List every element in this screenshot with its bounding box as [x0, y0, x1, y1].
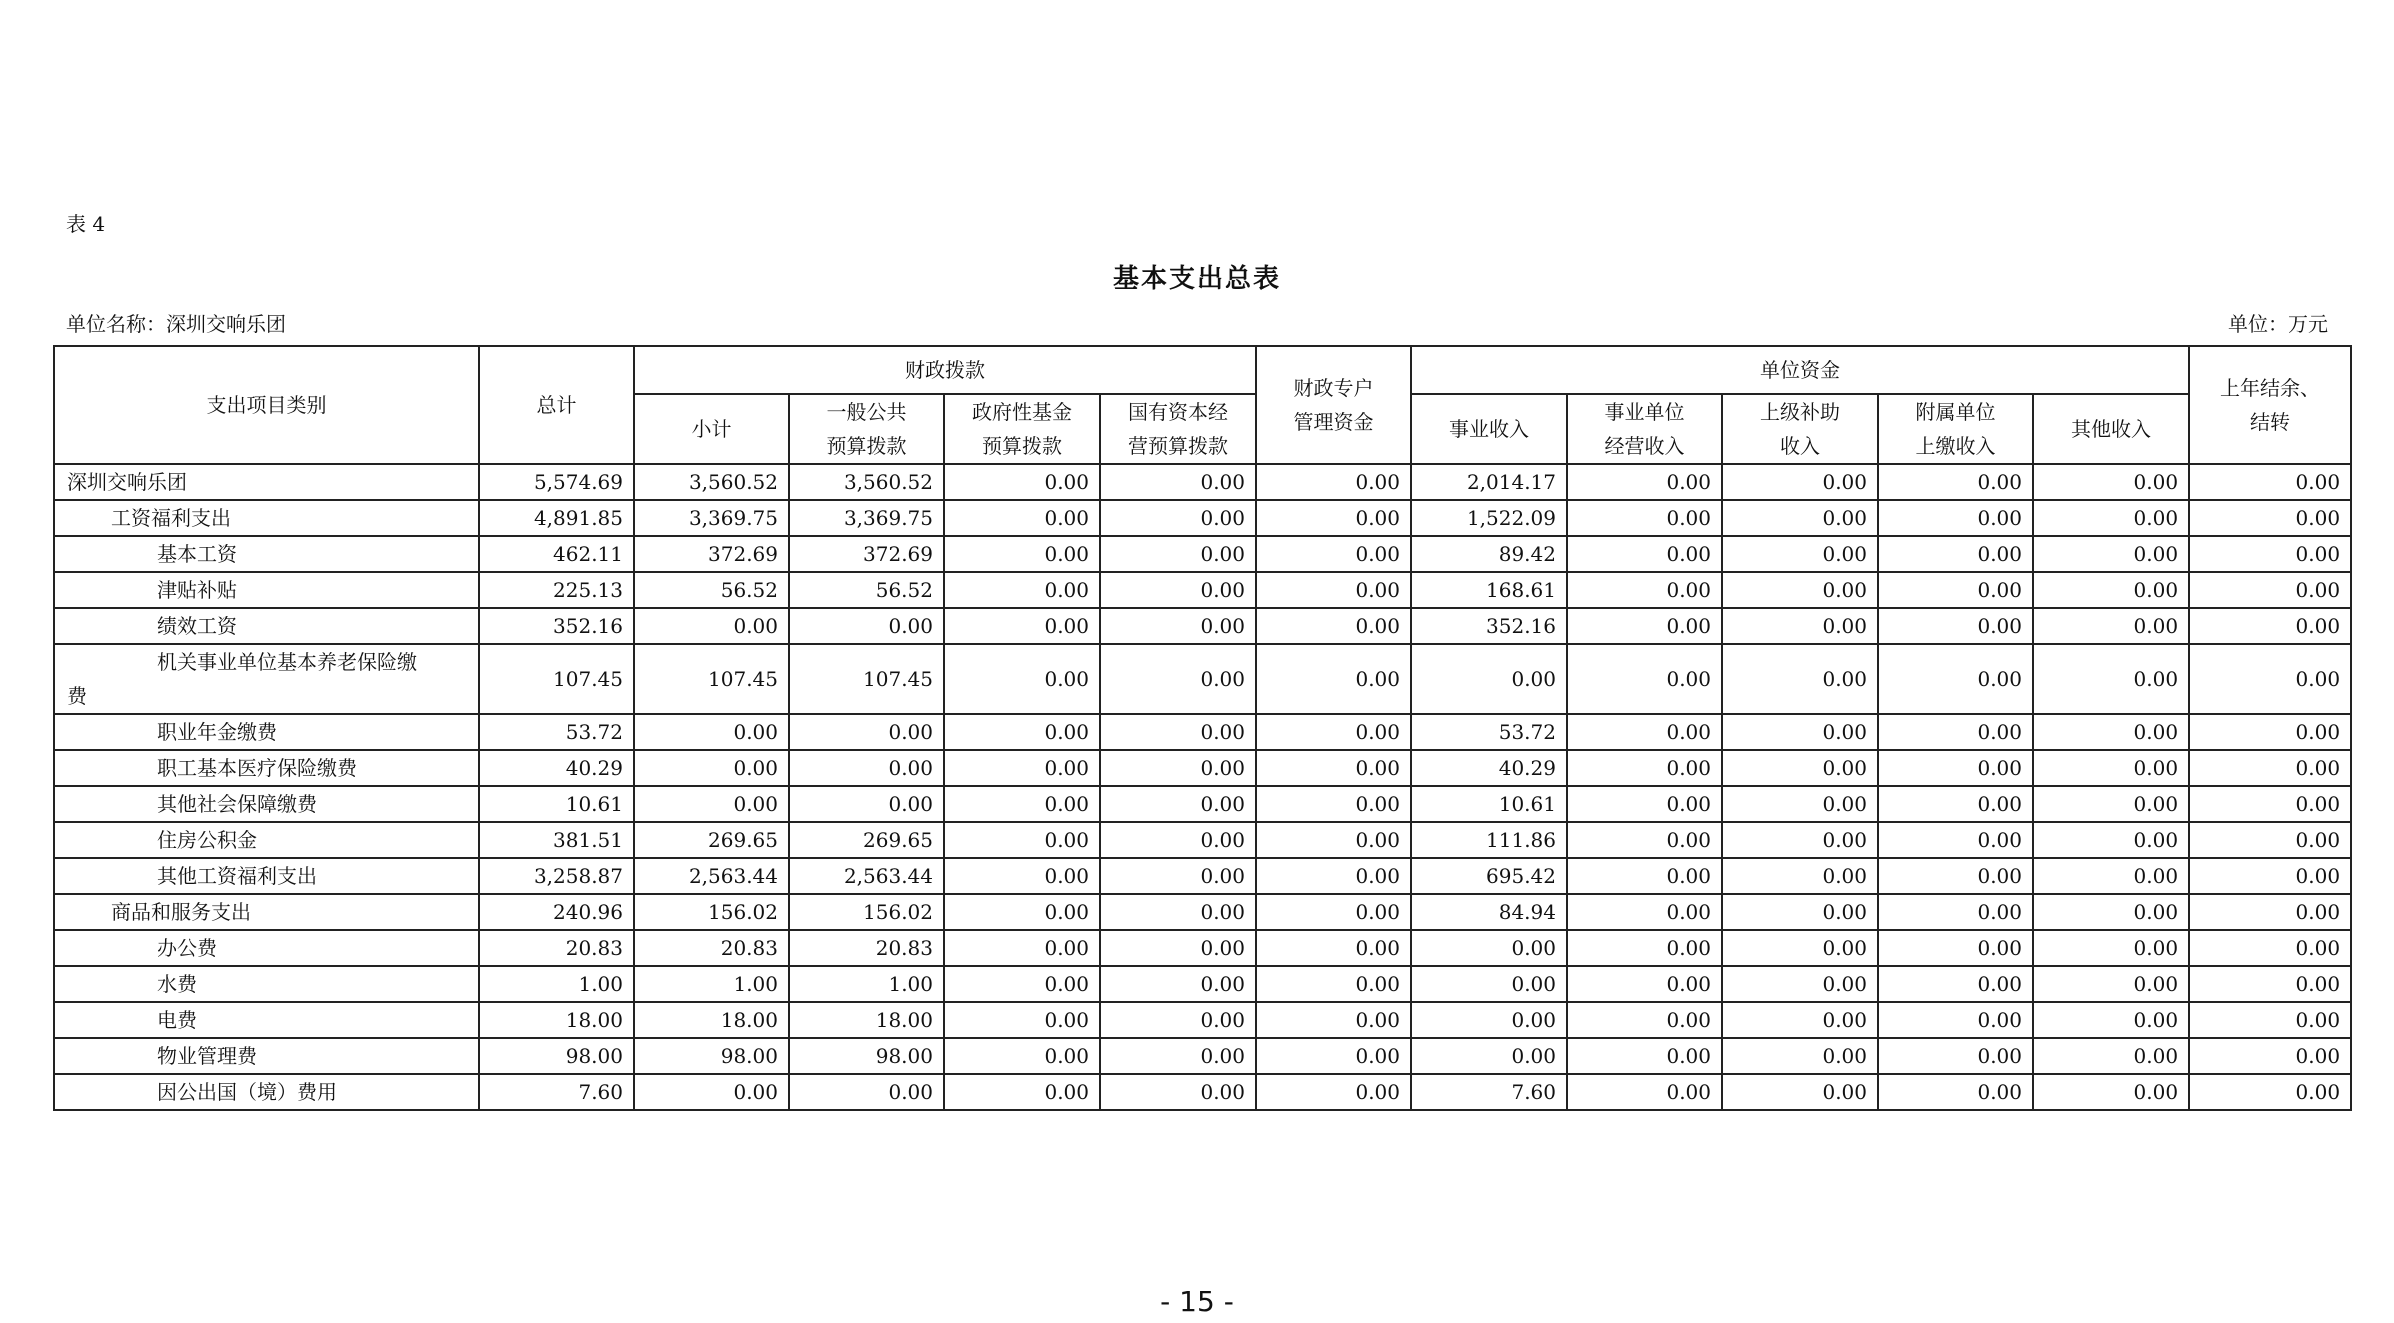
- cell-value: 240.96: [479, 894, 634, 930]
- cell-value: 18.00: [789, 1002, 944, 1038]
- cell-value: 0.00: [2033, 858, 2189, 894]
- row-name: 机关事业单位基本养老保险缴 费: [54, 644, 479, 714]
- cell-value: 98.00: [479, 1038, 634, 1074]
- cell-value: 352.16: [1411, 608, 1567, 644]
- cell-value: 20.83: [789, 930, 944, 966]
- cell-value: 0.00: [2189, 858, 2351, 894]
- cell-value: 53.72: [1411, 714, 1567, 750]
- cell-value: 20.83: [634, 930, 789, 966]
- cell-value: 0.00: [2033, 822, 2189, 858]
- cell-value: 372.69: [789, 536, 944, 572]
- cell-value: 0.00: [789, 786, 944, 822]
- cell-value: 0.00: [2189, 500, 2351, 536]
- cell-value: 0.00: [1256, 1038, 1411, 1074]
- cell-value: 3,258.87: [479, 858, 634, 894]
- cell-value: 4,891.85: [479, 500, 634, 536]
- cell-value: 0.00: [1100, 644, 1256, 714]
- cell-value: 269.65: [634, 822, 789, 858]
- cell-value: 0.00: [1567, 1002, 1722, 1038]
- cell-value: 0.00: [944, 930, 1100, 966]
- cell-value: 0.00: [1878, 822, 2033, 858]
- table-row: [54, 786, 2351, 822]
- cell-value: 1,522.09: [1411, 500, 1567, 536]
- cell-value: 0.00: [2189, 930, 2351, 966]
- header-fiscal: 财政拨款: [634, 346, 1256, 394]
- cell-value: 0.00: [944, 536, 1100, 572]
- cell-value: 352.16: [479, 608, 634, 644]
- cell-value: 0.00: [944, 464, 1100, 500]
- cell-value: 0.00: [2189, 464, 2351, 500]
- cell-value: 0.00: [1878, 464, 2033, 500]
- cell-value: 0.00: [1256, 1002, 1411, 1038]
- table-row: [54, 1074, 2351, 1110]
- page-number: - 15 -: [1160, 1285, 1234, 1318]
- cell-value: 0.00: [1256, 966, 1411, 1002]
- cell-value: 0.00: [2033, 608, 2189, 644]
- table-row: [54, 930, 2351, 966]
- cell-value: 0.00: [1100, 822, 1256, 858]
- cell-value: 84.94: [1411, 894, 1567, 930]
- cell-value: 0.00: [1256, 786, 1411, 822]
- cell-value: 0.00: [1567, 644, 1722, 714]
- cell-value: 0.00: [1100, 572, 1256, 608]
- cell-value: 0.00: [1567, 930, 1722, 966]
- cell-value: 0.00: [1567, 822, 1722, 858]
- cell-value: 0.00: [1256, 714, 1411, 750]
- row-name: 津贴补贴: [54, 572, 479, 608]
- header-carryover: 上年结余、 结转: [2189, 346, 2351, 464]
- cell-value: 98.00: [634, 1038, 789, 1074]
- cell-value: 0.00: [1256, 608, 1411, 644]
- cell-value: 0.00: [1878, 572, 2033, 608]
- cell-value: 0.00: [1878, 500, 2033, 536]
- cell-value: 0.00: [944, 1074, 1100, 1110]
- cell-value: 107.45: [479, 644, 634, 714]
- cell-value: 0.00: [1878, 966, 2033, 1002]
- cell-value: 56.52: [789, 572, 944, 608]
- cell-value: 0.00: [789, 714, 944, 750]
- cell-value: 40.29: [1411, 750, 1567, 786]
- cell-value: 0.00: [1878, 644, 2033, 714]
- cell-value: 7.60: [479, 1074, 634, 1110]
- page-title: 基本支出总表: [1112, 264, 1281, 294]
- cell-value: 98.00: [789, 1038, 944, 1074]
- cell-value: 0.00: [1256, 750, 1411, 786]
- cell-value: 0.00: [1411, 644, 1567, 714]
- cell-value: 269.65: [789, 822, 944, 858]
- cell-value: 10.61: [479, 786, 634, 822]
- header-affiliated-unit: 附属单位 上缴收入: [1878, 394, 2033, 464]
- header-general-budget: 一般公共 预算拨款: [789, 394, 944, 464]
- cell-value: 156.02: [789, 894, 944, 930]
- cell-value: 0.00: [1722, 644, 1878, 714]
- cell-value: 0.00: [1878, 930, 2033, 966]
- cell-value: 53.72: [479, 714, 634, 750]
- cell-value: 0.00: [1100, 536, 1256, 572]
- cell-value: 0.00: [1100, 966, 1256, 1002]
- cell-value: 0.00: [1878, 750, 2033, 786]
- row-name: 深圳交响乐团: [54, 464, 479, 500]
- cell-value: 0.00: [1567, 750, 1722, 786]
- cell-value: 0.00: [2189, 1074, 2351, 1110]
- cell-value: 0.00: [789, 1074, 944, 1110]
- cell-value: 0.00: [1722, 572, 1878, 608]
- cell-value: 0.00: [2033, 750, 2189, 786]
- cell-value: 0.00: [1722, 966, 1878, 1002]
- row-name: 水费: [54, 966, 479, 1002]
- cell-value: 0.00: [2189, 750, 2351, 786]
- cell-value: 0.00: [1256, 644, 1411, 714]
- cell-value: 0.00: [1256, 822, 1411, 858]
- cell-value: 0.00: [1567, 1074, 1722, 1110]
- cell-value: 0.00: [944, 714, 1100, 750]
- cell-value: 0.00: [2033, 644, 2189, 714]
- expenditure-table: [53, 345, 2352, 1111]
- row-name: 因公出国（境）费用: [54, 1074, 479, 1110]
- cell-value: 0.00: [2189, 714, 2351, 750]
- cell-value: 0.00: [2033, 1038, 2189, 1074]
- header-gov-fund: 政府性基金 预算拨款: [944, 394, 1100, 464]
- header-state-capital: 国有资本经 营预算拨款: [1100, 394, 1256, 464]
- cell-value: 0.00: [1567, 536, 1722, 572]
- cell-value: 381.51: [479, 822, 634, 858]
- cell-value: 0.00: [1722, 930, 1878, 966]
- cell-value: 107.45: [634, 644, 789, 714]
- cell-value: 0.00: [2189, 572, 2351, 608]
- cell-value: 0.00: [1100, 786, 1256, 822]
- cell-value: 0.00: [2189, 1002, 2351, 1038]
- table-row: [54, 608, 2351, 644]
- cell-value: 0.00: [2033, 1074, 2189, 1110]
- cell-value: 89.42: [1411, 536, 1567, 572]
- cell-value: 0.00: [1100, 500, 1256, 536]
- cell-value: 0.00: [944, 894, 1100, 930]
- cell-value: 0.00: [1722, 1038, 1878, 1074]
- row-name: 职工基本医疗保险缴费: [54, 750, 479, 786]
- cell-value: 0.00: [634, 608, 789, 644]
- cell-value: 0.00: [1411, 966, 1567, 1002]
- cell-value: 0.00: [1567, 572, 1722, 608]
- cell-value: 0.00: [1567, 966, 1722, 1002]
- row-name: 职业年金缴费: [54, 714, 479, 750]
- organization-name: 单位名称：深圳交响乐团: [66, 312, 286, 336]
- table-row: [54, 822, 2351, 858]
- cell-value: 0.00: [1878, 786, 2033, 822]
- cell-value: 0.00: [2033, 1002, 2189, 1038]
- cell-value: 0.00: [1722, 536, 1878, 572]
- cell-value: 0.00: [944, 1002, 1100, 1038]
- table-row: [54, 644, 2351, 714]
- cell-value: 1.00: [789, 966, 944, 1002]
- cell-value: 56.52: [634, 572, 789, 608]
- cell-value: 0.00: [2189, 894, 2351, 930]
- cell-value: 0.00: [944, 500, 1100, 536]
- row-name: 住房公积金: [54, 822, 479, 858]
- cell-value: 0.00: [634, 1074, 789, 1110]
- header-total: 总计: [479, 346, 634, 464]
- row-name: 绩效工资: [54, 608, 479, 644]
- cell-value: 0.00: [2033, 464, 2189, 500]
- cell-value: 0.00: [634, 786, 789, 822]
- cell-value: 0.00: [1567, 786, 1722, 822]
- cell-value: 0.00: [1256, 464, 1411, 500]
- cell-value: 3,369.75: [789, 500, 944, 536]
- row-name: 办公费: [54, 930, 479, 966]
- cell-value: 1.00: [479, 966, 634, 1002]
- cell-value: 0.00: [1722, 858, 1878, 894]
- cell-value: 10.61: [1411, 786, 1567, 822]
- cell-value: 0.00: [634, 714, 789, 750]
- table-row: [54, 750, 2351, 786]
- cell-value: 0.00: [1878, 1074, 2033, 1110]
- cell-value: 0.00: [2189, 786, 2351, 822]
- cell-value: 0.00: [1100, 858, 1256, 894]
- cell-value: 40.29: [479, 750, 634, 786]
- cell-value: 0.00: [1722, 464, 1878, 500]
- cell-value: 3,369.75: [634, 500, 789, 536]
- cell-value: 0.00: [1411, 1002, 1567, 1038]
- cell-value: 0.00: [1722, 894, 1878, 930]
- cell-value: 0.00: [1100, 1002, 1256, 1038]
- cell-value: 0.00: [1100, 714, 1256, 750]
- cell-value: 0.00: [1256, 858, 1411, 894]
- row-name: 其他社会保障缴费: [54, 786, 479, 822]
- cell-value: 0.00: [2189, 822, 2351, 858]
- cell-value: 0.00: [944, 858, 1100, 894]
- cell-value: 0.00: [1878, 714, 2033, 750]
- cell-value: 0.00: [944, 822, 1100, 858]
- cell-value: 0.00: [1100, 894, 1256, 930]
- cell-value: 462.11: [479, 536, 634, 572]
- cell-value: 156.02: [634, 894, 789, 930]
- cell-value: 0.00: [1256, 894, 1411, 930]
- cell-value: 0.00: [1411, 1038, 1567, 1074]
- header-fiscal-subtotal: 小计: [634, 394, 789, 464]
- cell-value: 0.00: [634, 750, 789, 786]
- cell-value: 0.00: [2189, 1038, 2351, 1074]
- cell-value: 0.00: [2033, 536, 2189, 572]
- currency-unit: 单位：万元: [2228, 312, 2328, 336]
- cell-value: 0.00: [944, 608, 1100, 644]
- cell-value: 0.00: [2189, 608, 2351, 644]
- cell-value: 0.00: [1567, 894, 1722, 930]
- row-name: 工资福利支出: [54, 500, 479, 536]
- cell-value: 0.00: [1256, 930, 1411, 966]
- header-category: 支出项目类别: [54, 346, 479, 464]
- cell-value: 1.00: [634, 966, 789, 1002]
- cell-value: 0.00: [1567, 858, 1722, 894]
- cell-value: 0.00: [2033, 572, 2189, 608]
- table-row: [54, 858, 2351, 894]
- cell-value: 0.00: [1256, 536, 1411, 572]
- cell-value: 18.00: [634, 1002, 789, 1038]
- cell-value: 3,560.52: [789, 464, 944, 500]
- cell-value: 0.00: [1100, 464, 1256, 500]
- cell-value: 0.00: [944, 1038, 1100, 1074]
- cell-value: 0.00: [2033, 894, 2189, 930]
- cell-value: 0.00: [1878, 608, 2033, 644]
- cell-value: 2,563.44: [789, 858, 944, 894]
- cell-value: 372.69: [634, 536, 789, 572]
- cell-value: 0.00: [1722, 1074, 1878, 1110]
- header-special-account: 财政专户 管理资金: [1256, 346, 1411, 464]
- cell-value: 0.00: [1567, 714, 1722, 750]
- header-unit-funds: 单位资金: [1411, 346, 2189, 394]
- cell-value: 0.00: [1722, 714, 1878, 750]
- cell-value: 225.13: [479, 572, 634, 608]
- cell-value: 0.00: [1722, 608, 1878, 644]
- header-business-income: 事业收入: [1411, 394, 1567, 464]
- cell-value: 0.00: [1256, 572, 1411, 608]
- cell-value: 0.00: [944, 750, 1100, 786]
- cell-value: 0.00: [2189, 966, 2351, 1002]
- cell-value: 0.00: [2033, 786, 2189, 822]
- table-row: [54, 536, 2351, 572]
- table-row: [54, 1002, 2351, 1038]
- cell-value: 0.00: [789, 750, 944, 786]
- cell-value: 0.00: [1878, 536, 2033, 572]
- cell-value: 0.00: [2189, 644, 2351, 714]
- cell-value: 0.00: [1878, 858, 2033, 894]
- cell-value: 0.00: [1567, 500, 1722, 536]
- cell-value: 0.00: [2033, 930, 2189, 966]
- cell-value: 18.00: [479, 1002, 634, 1038]
- row-name: 其他工资福利支出: [54, 858, 479, 894]
- row-name: 基本工资: [54, 536, 479, 572]
- cell-value: 0.00: [1100, 1038, 1256, 1074]
- cell-value: 0.00: [944, 572, 1100, 608]
- cell-value: 0.00: [1722, 786, 1878, 822]
- cell-value: 0.00: [1878, 1002, 2033, 1038]
- cell-value: 2,014.17: [1411, 464, 1567, 500]
- cell-value: 0.00: [1100, 750, 1256, 786]
- cell-value: 0.00: [1722, 500, 1878, 536]
- cell-value: 0.00: [944, 644, 1100, 714]
- cell-value: 0.00: [944, 966, 1100, 1002]
- cell-value: 0.00: [1567, 1038, 1722, 1074]
- cell-value: 2,563.44: [634, 858, 789, 894]
- table-row: [54, 966, 2351, 1002]
- cell-value: 0.00: [2033, 714, 2189, 750]
- table-row: [54, 1038, 2351, 1074]
- table-row: [54, 464, 2351, 500]
- row-name: 电费: [54, 1002, 479, 1038]
- table-row: [54, 714, 2351, 750]
- cell-value: 168.61: [1411, 572, 1567, 608]
- cell-value: 0.00: [1100, 1074, 1256, 1110]
- cell-value: 0.00: [944, 786, 1100, 822]
- header-business-unit: 事业单位 经营收入: [1567, 394, 1722, 464]
- cell-value: 3,560.52: [634, 464, 789, 500]
- row-name: 商品和服务支出: [54, 894, 479, 930]
- cell-value: 111.86: [1411, 822, 1567, 858]
- header-superior-subsidy: 上级补助 收入: [1722, 394, 1878, 464]
- cell-value: 0.00: [1878, 1038, 2033, 1074]
- cell-value: 695.42: [1411, 858, 1567, 894]
- cell-value: 0.00: [2033, 500, 2189, 536]
- table-row: [54, 572, 2351, 608]
- cell-value: 0.00: [1722, 822, 1878, 858]
- cell-value: 5,574.69: [479, 464, 634, 500]
- cell-value: 0.00: [1567, 464, 1722, 500]
- cell-value: 0.00: [1722, 1002, 1878, 1038]
- cell-value: 0.00: [1878, 894, 2033, 930]
- cell-value: 0.00: [1256, 1074, 1411, 1110]
- table-row: [54, 500, 2351, 536]
- cell-value: 7.60: [1411, 1074, 1567, 1110]
- cell-value: 0.00: [1722, 750, 1878, 786]
- cell-value: 0.00: [1100, 930, 1256, 966]
- cell-value: 0.00: [1411, 930, 1567, 966]
- cell-value: 0.00: [1100, 608, 1256, 644]
- table-number-label: 表 4: [66, 212, 106, 236]
- cell-value: 0.00: [1256, 500, 1411, 536]
- cell-value: 107.45: [789, 644, 944, 714]
- table-row: [54, 894, 2351, 930]
- cell-value: 0.00: [2189, 536, 2351, 572]
- cell-value: 0.00: [1567, 608, 1722, 644]
- row-name: 物业管理费: [54, 1038, 479, 1074]
- header-other-income: 其他收入: [2033, 394, 2189, 464]
- cell-value: 0.00: [789, 608, 944, 644]
- cell-value: 0.00: [2033, 966, 2189, 1002]
- cell-value: 20.83: [479, 930, 634, 966]
